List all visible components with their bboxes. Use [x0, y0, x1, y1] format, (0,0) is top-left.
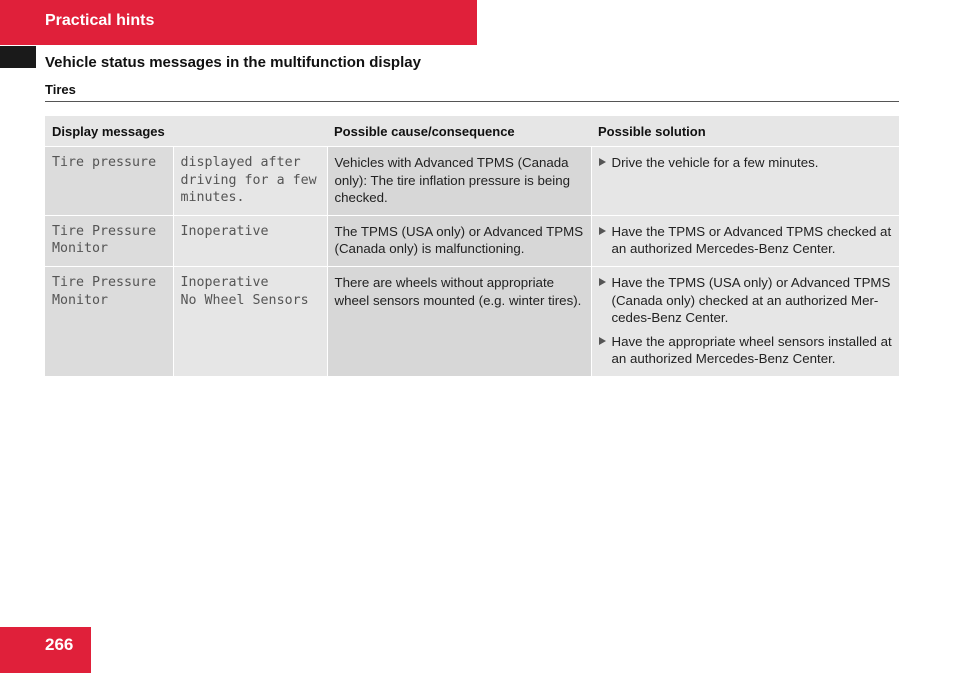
table-header-row: [45, 116, 899, 147]
solution-cell: [591, 215, 899, 266]
display-message-detail-line: displayed after: [180, 155, 301, 170]
solution-text: Have the TPMS or Advanced TPMS checked at an authorized Mercedes-Benz Center.: [611, 223, 892, 257]
display-message-detail-line: Inoperative: [180, 223, 269, 239]
display-message-line: Tire Pressure: [52, 274, 157, 290]
solution-cell: [591, 266, 899, 376]
display-message-cell: [45, 215, 173, 266]
display-message-detail-cell: [173, 266, 327, 376]
solution-item: [599, 223, 893, 258]
divider-rule: [45, 101, 899, 102]
triangle-right-icon: [599, 278, 606, 286]
solution-text: Drive the vehicle for a few minutes.: [611, 155, 819, 170]
cause-cell: Vehicles with Advanced TPMS (Canada only): The tire inflation pressure is being checked.: [327, 147, 591, 216]
cause-cell: There are wheels without appropriate wheel sensors mounted (e.g. winter tires).: [327, 266, 591, 376]
section-title: Vehicle status messages in the multifunction display: [45, 54, 421, 71]
table-row: [45, 215, 899, 266]
table-row: [45, 147, 899, 216]
side-tab-marker: [0, 46, 36, 68]
solution-item: [599, 333, 893, 368]
display-message-cell: [45, 147, 173, 216]
subsection-title: Tires: [45, 82, 76, 97]
solution-text: Have the appropriate wheel sensors installed at an authorized Mercedes-Benz Center.: [611, 333, 892, 367]
solution-cell: [591, 147, 899, 216]
column-header-display: Display messages: [45, 116, 327, 147]
solution-text: Have the TPMS (USA only) or Advanced TPMS (Canada only) checked at an authorized Mer-cedes-Benz Center.: [611, 274, 891, 326]
display-message-detail-cell: [173, 147, 327, 216]
solution-item: [599, 154, 893, 172]
column-header-solution: Possible solution: [591, 116, 899, 147]
display-message-line: Monitor: [52, 241, 109, 257]
page-number: 266: [45, 635, 74, 654]
triangle-right-icon: [599, 227, 606, 235]
solution-item: [599, 274, 893, 327]
column-header-cause: Possible cause/consequence: [327, 116, 591, 147]
display-message-line: Tire pressure: [52, 155, 157, 170]
triangle-right-icon: [599, 158, 606, 166]
triangle-right-icon: [599, 337, 606, 345]
display-message-cell: [45, 266, 173, 376]
display-message-detail-cell: [173, 215, 327, 266]
display-message-detail-line: driving for a few: [180, 172, 317, 188]
chapter-title: Practical hints: [45, 12, 155, 29]
display-message-detail-line: No Wheel Sensors: [180, 292, 309, 308]
messages-table: [45, 116, 899, 377]
display-message-line: Tire Pressure: [52, 223, 157, 239]
display-message-line: Monitor: [52, 292, 109, 308]
display-message-detail-line: Inoperative: [180, 274, 269, 290]
table-row: [45, 266, 899, 376]
cause-cell: The TPMS (USA only) or Advanced TPMS (Canada only) is malfunctioning.: [327, 215, 591, 266]
display-message-detail-line: minutes.: [180, 190, 245, 206]
